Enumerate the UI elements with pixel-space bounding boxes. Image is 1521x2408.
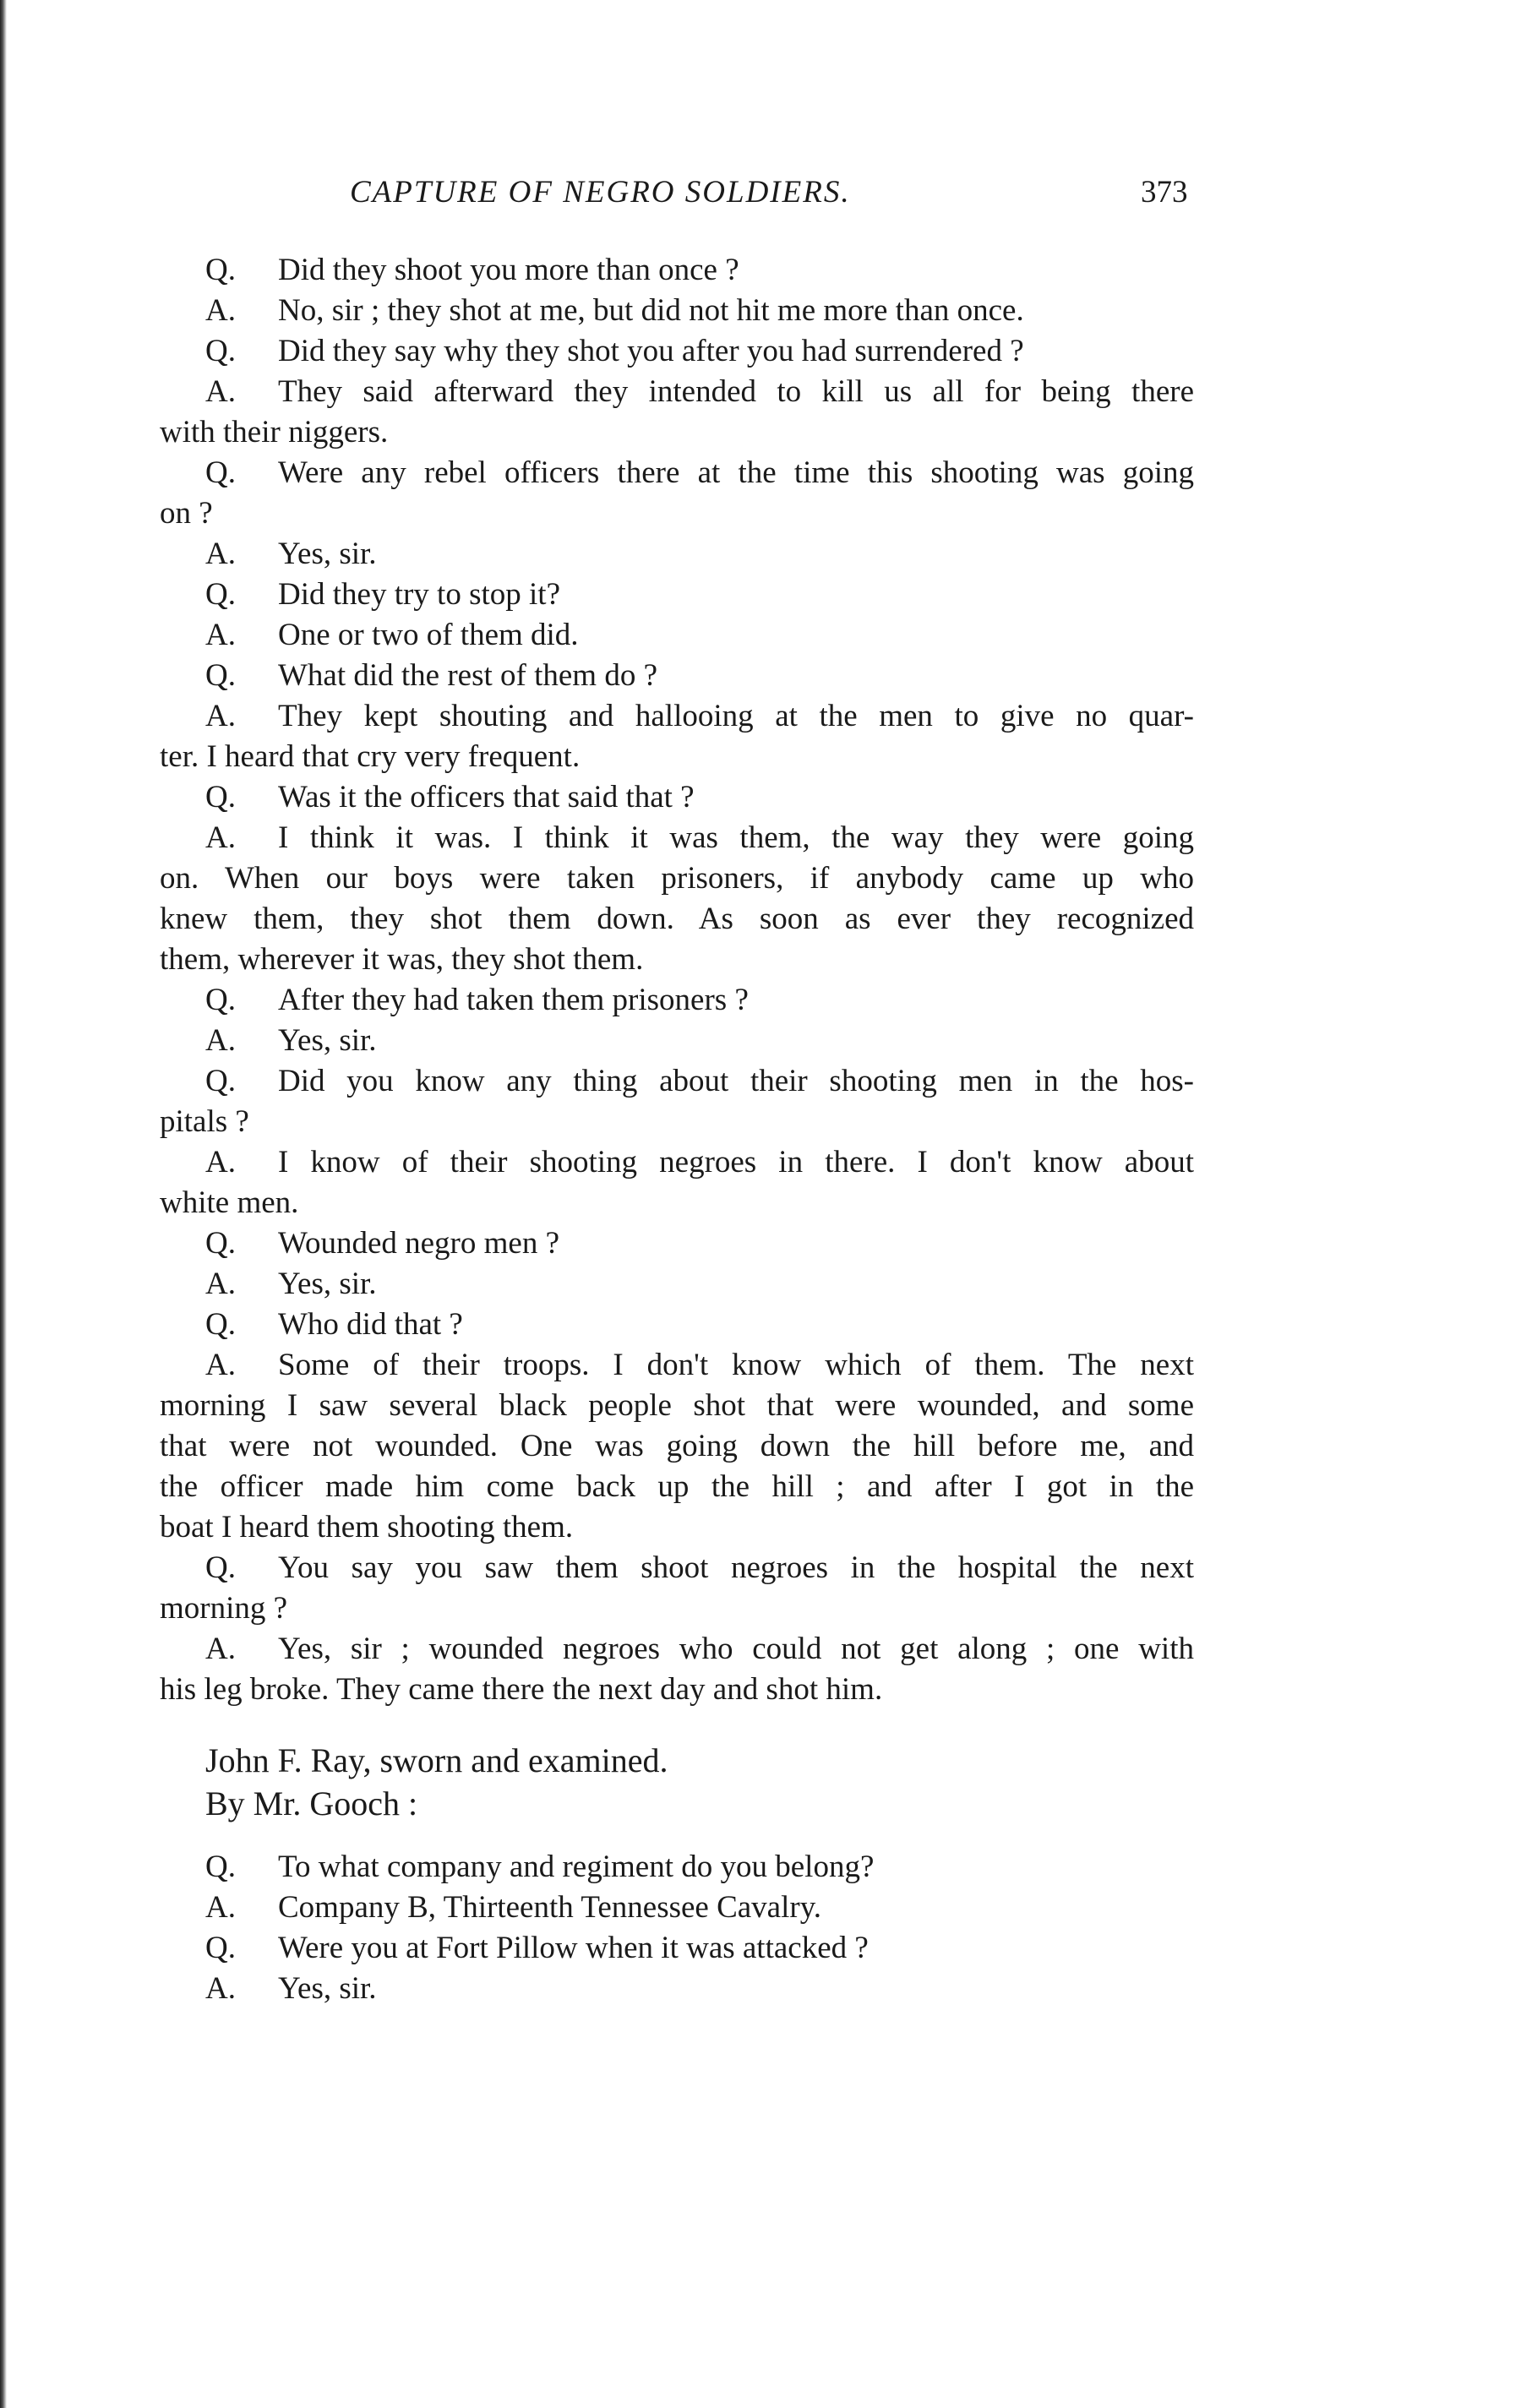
answer-paragraph: [160, 696, 1194, 777]
text-line: [160, 493, 1194, 534]
text-line: [160, 818, 1194, 858]
question-paragraph: [160, 1548, 1194, 1629]
answer-paragraph: [160, 1142, 1194, 1223]
speaker-label: Q.: [205, 983, 236, 1017]
witness-heading: John F. Ray, sworn and examined.: [205, 1741, 668, 1779]
question-paragraph: [160, 1847, 1194, 1888]
question-paragraph: [160, 1061, 1194, 1142]
line-text: They kept shouting and hallooing at the men to give no quar-: [278, 699, 1194, 733]
question-paragraph: [160, 1928, 1194, 1969]
speaker-label: Q.: [205, 1064, 236, 1098]
answer-paragraph: [160, 1264, 1194, 1305]
speaker-label: Q.: [205, 1307, 236, 1342]
speaker-label: A.: [205, 1632, 236, 1666]
text-line: [160, 1467, 1194, 1507]
testimony-block-2: [160, 1847, 1194, 2009]
speaker-label: A.: [205, 1971, 236, 2006]
text-line: [160, 1888, 1194, 1928]
speaker-label: A.: [205, 618, 236, 652]
text-line: [160, 1629, 1194, 1670]
speaker-label: A.: [205, 699, 236, 733]
speaker-label: Q.: [205, 1226, 236, 1261]
text-line: [160, 1305, 1194, 1345]
text-line: [160, 1061, 1194, 1102]
text-line: [160, 1223, 1194, 1264]
text-line: [160, 1928, 1194, 1969]
line-text: pitals ?: [160, 1104, 249, 1139]
speaker-label: A.: [205, 1348, 236, 1382]
line-text: You say you saw them shoot negroes in the hospital the next: [278, 1550, 1194, 1585]
line-text: No, sir ; they shot at me, but did not hit me more than once.: [278, 293, 1024, 328]
line-text: morning I saw several black people shot that were wounded, and some: [160, 1388, 1194, 1423]
text-line: [160, 1670, 1194, 1710]
text-line: [160, 1507, 1194, 1548]
page-binding-edge: [0, 0, 7, 2408]
text-line: [160, 615, 1194, 656]
answer-paragraph: [160, 615, 1194, 656]
answer-paragraph: [160, 534, 1194, 575]
speaker-label: Q.: [205, 780, 236, 814]
line-text: Wounded negro men ?: [278, 1226, 559, 1261]
answer-paragraph: [160, 818, 1194, 980]
text-line: [160, 1142, 1194, 1183]
text-line: [160, 1345, 1194, 1386]
speaker-label: Q.: [205, 1931, 236, 1965]
line-text: Were you at Fort Pillow when it was attacked ?: [278, 1931, 869, 1965]
text-line: [160, 656, 1194, 696]
question-paragraph: [160, 1223, 1194, 1264]
speaker-label: Q.: [205, 658, 236, 693]
question-paragraph: [160, 331, 1194, 372]
speaker-label: A.: [205, 1023, 236, 1058]
text-line: [160, 412, 1194, 453]
line-text: that were not wounded. One was going down the hill before me, and: [160, 1429, 1194, 1463]
line-text: with their niggers.: [160, 415, 389, 449]
text-line: [160, 1102, 1194, 1142]
answer-paragraph: [160, 372, 1194, 453]
line-text: Company B, Thirteenth Tennessee Cavalry.: [278, 1890, 822, 1925]
text-line: [160, 940, 1194, 980]
text-line: [160, 777, 1194, 818]
text-line: [160, 291, 1194, 331]
text-line: [160, 453, 1194, 493]
question-paragraph: [160, 980, 1194, 1021]
speaker-label: A.: [205, 293, 236, 328]
line-text: ter. I heard that cry very frequent.: [160, 739, 581, 774]
line-text: Yes, sir ; wounded negroes who could not get along ; one with: [278, 1632, 1194, 1666]
text-line: [160, 1588, 1194, 1629]
line-text: morning ?: [160, 1591, 288, 1626]
speaker-label: A.: [205, 374, 236, 409]
question-paragraph: [160, 656, 1194, 696]
text-line: [160, 1183, 1194, 1223]
text-line: [160, 575, 1194, 615]
answer-paragraph: [160, 1629, 1194, 1710]
line-text: Who did that ?: [278, 1307, 463, 1342]
line-text: Did they try to stop it?: [278, 577, 560, 612]
line-text: his leg broke. They came there the next day and shot him.: [160, 1672, 883, 1707]
speaker-label: A.: [205, 1890, 236, 1925]
text-line: [160, 372, 1194, 412]
speaker-label: Q.: [205, 577, 236, 612]
line-text: Did they shoot you more than once ?: [278, 253, 739, 287]
line-text: Yes, sir.: [278, 1023, 377, 1058]
speaker-label: Q.: [205, 1850, 236, 1884]
question-paragraph: [160, 575, 1194, 615]
question-paragraph: [160, 250, 1194, 291]
text-line: [160, 980, 1194, 1021]
text-line: [160, 1847, 1194, 1888]
answer-paragraph: [160, 1021, 1194, 1061]
line-text: knew them, they shot them down. As soon as ever they recognized: [160, 902, 1194, 936]
text-line: [160, 1548, 1194, 1588]
line-text: Did you know any thing about their shooting men in the hos-: [278, 1064, 1194, 1098]
speaker-label: Q.: [205, 455, 236, 490]
text-line: [160, 899, 1194, 940]
text-line: [160, 1426, 1194, 1467]
question-paragraph: [160, 777, 1194, 818]
line-text: Was it the officers that said that ?: [278, 780, 695, 814]
text-line: [160, 1969, 1194, 2009]
text-line: [160, 737, 1194, 777]
line-text: After they had taken them prisoners ?: [278, 983, 749, 1017]
speaker-label: A.: [205, 537, 236, 571]
line-text: the officer made him come back up the hill ; and after I got in the: [160, 1469, 1194, 1504]
line-text: To what company and regiment do you belong?: [278, 1850, 875, 1884]
line-text: I know of their shooting negroes in there. I don't know about: [278, 1145, 1194, 1179]
line-text: on ?: [160, 496, 213, 531]
line-text: Were any rebel officers there at the time this shooting was going: [278, 455, 1194, 490]
line-text: What did the rest of them do ?: [278, 658, 658, 693]
line-text: boat I heard them shooting them.: [160, 1510, 574, 1544]
text-line: [160, 1264, 1194, 1305]
answer-paragraph: [160, 1345, 1194, 1548]
line-text: I think it was. I think it was them, the way they were going: [278, 820, 1194, 855]
line-text: They said afterward they intended to kill us all for being there: [278, 374, 1194, 409]
text-line: [160, 858, 1194, 899]
text-line: [160, 534, 1194, 575]
running-header: CAPTURE OF NEGRO SOLDIERS.: [350, 175, 851, 210]
speaker-label: A.: [205, 1267, 236, 1301]
line-text: white men.: [160, 1185, 299, 1220]
text-line: [160, 331, 1194, 372]
speaker-label: Q.: [205, 253, 236, 287]
answer-paragraph: [160, 1888, 1194, 1928]
text-line: [160, 696, 1194, 737]
question-paragraph: [160, 453, 1194, 534]
line-text: Some of their troops. I don't know which of them. The next: [278, 1348, 1194, 1382]
speaker-label: A.: [205, 1145, 236, 1179]
answer-paragraph: [160, 291, 1194, 331]
line-text: Yes, sir.: [278, 537, 377, 571]
text-line: [160, 1021, 1194, 1061]
line-text: Yes, sir.: [278, 1267, 377, 1301]
text-line: [160, 1386, 1194, 1426]
line-text: on. When our boys were taken prisoners, if anybody came up who: [160, 861, 1194, 896]
speaker-label: Q.: [205, 1550, 236, 1585]
line-text: Yes, sir.: [278, 1971, 377, 2006]
question-paragraph: [160, 1305, 1194, 1345]
text-line: [160, 250, 1194, 291]
speaker-label: Q.: [205, 334, 236, 368]
line-text: Did they say why they shot you after you had surrendered ?: [278, 334, 1024, 368]
line-text: One or two of them did.: [278, 618, 579, 652]
examiner-line: By Mr. Gooch :: [205, 1784, 418, 1822]
page-number: 373: [1141, 175, 1188, 210]
testimony-block-1: [160, 250, 1194, 1710]
line-text: them, wherever it was, they shot them.: [160, 942, 644, 977]
speaker-label: A.: [205, 820, 236, 855]
answer-paragraph: [160, 1969, 1194, 2009]
